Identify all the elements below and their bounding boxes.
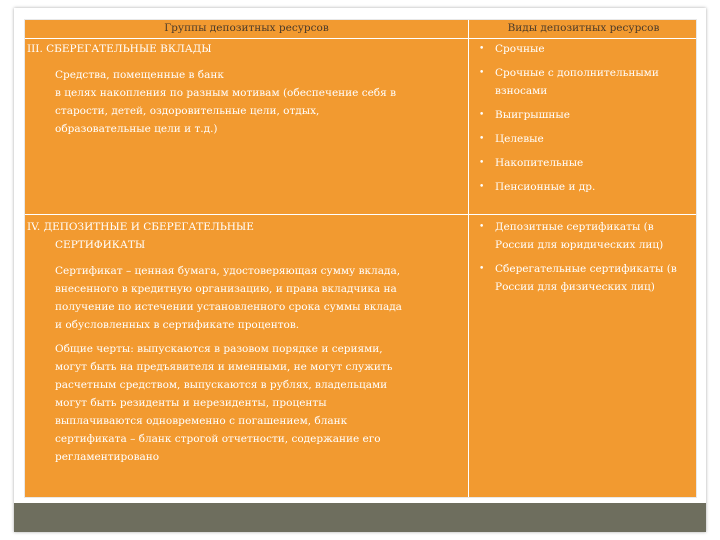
deposit-resources-table xyxy=(24,19,697,498)
common-features-line: расчетным средством, выпускаются в рублях, владельцами xyxy=(55,379,388,391)
list-item: • Накопительные xyxy=(473,154,693,172)
list-item: • Целевые xyxy=(473,130,693,148)
column-divider xyxy=(468,20,469,497)
list-item: • Депозитные сертификаты (в России для юридических лиц) xyxy=(473,218,685,254)
cert-definition-line: внесенного в кредитную организацию, и права вкладчика на xyxy=(55,283,397,295)
list-item: • Срочные xyxy=(473,40,693,58)
section3-desc-line: образовательные цели и т.д.) xyxy=(55,123,218,135)
header-groups: Группы депозитных ресурсов xyxy=(164,22,329,34)
section3-types-list xyxy=(473,40,693,196)
header-types: Виды депозитных ресурсов xyxy=(507,22,660,34)
cert-definition-line: Сертификат – ценная бумага, удостоверяющая сумму вклада, xyxy=(55,265,401,277)
list-item: • Выигрышные xyxy=(473,106,693,124)
cert-definition-line: получение по истечении установленного срока суммы вклада xyxy=(55,301,402,313)
list-item: • Пенсионные и др. xyxy=(473,178,693,196)
bottom-band xyxy=(14,503,706,532)
common-features-line: сертификата – бланк строгой отчетности, содержание его xyxy=(55,433,381,445)
common-features-line: могут быть на предъявителя и именными, не могут служить xyxy=(55,361,393,373)
common-features-line: регламентировано xyxy=(55,451,160,463)
row-divider xyxy=(25,214,696,215)
common-features-line: могут быть резиденты и нерезиденты, проценты xyxy=(55,397,327,409)
common-features-line: выплачиваются одновременно с погашением, бланк xyxy=(55,415,348,427)
common-features-line: Общие черты: выпускаются в разовом порядке и сериями, xyxy=(55,343,383,355)
section3-title: III. СБЕРЕГАТЕЛЬНЫЕ ВКЛАДЫ xyxy=(27,43,212,55)
list-item: • Срочные с дополнительными взносами xyxy=(473,64,685,100)
section4-types-list xyxy=(473,218,693,296)
section3-desc-line: Средства, помещенные в банк xyxy=(55,69,224,81)
section4-title: IV. ДЕПОЗИТНЫЕ И СБЕРЕГАТЕЛЬНЫЕ xyxy=(27,221,254,233)
cert-definition-line: и обусловленных в сертификате процентов. xyxy=(55,319,300,331)
table-header-row xyxy=(25,20,696,39)
section3-desc-line: в целях накопления по разным мотивам (обеспечение себя в xyxy=(55,87,396,99)
section4-title-cont: СЕРТИФИКАТЫ xyxy=(55,239,146,251)
section3-desc-line: старости, детей, оздоровительные цели, отдых, xyxy=(55,105,320,117)
list-item: • Сберегательные сертификаты (в России для физических лиц) xyxy=(473,260,685,296)
